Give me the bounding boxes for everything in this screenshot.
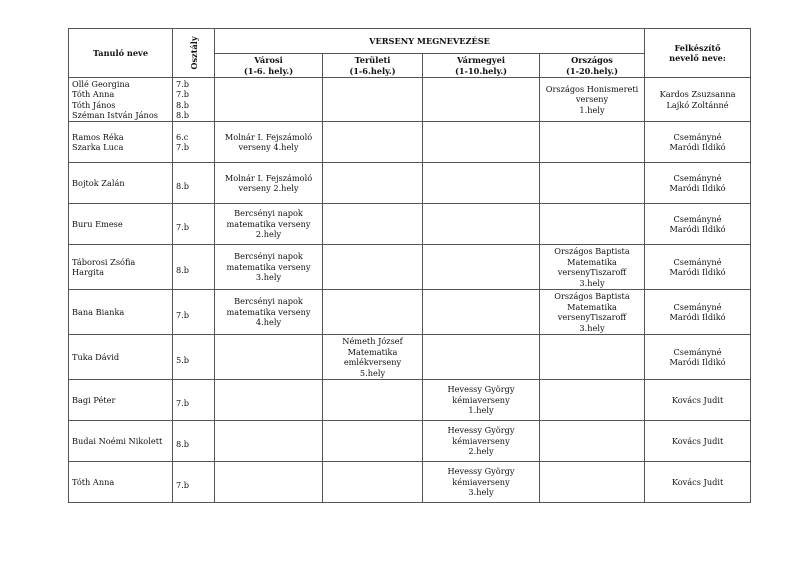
- class-cell: [173, 380, 215, 421]
- student-names-cell: [69, 163, 173, 204]
- teacher-cell: [645, 78, 751, 122]
- student-names-line: Széman István János: [72, 110, 158, 120]
- student-names-cell: [69, 462, 173, 503]
- regional-result-cell: [323, 163, 423, 204]
- teacher-line: Csemányné: [673, 172, 722, 183]
- regional-result-line: Németh József: [342, 336, 403, 346]
- national-result-line: 3.hely: [579, 322, 605, 333]
- teacher-line: Csemányné: [673, 131, 722, 142]
- city-result-line: verseny 2.hely: [238, 183, 299, 193]
- regional-result-cell: [323, 421, 423, 462]
- county-result-line: Hevessy György: [447, 466, 515, 477]
- national-result-cell: [540, 204, 645, 245]
- national-result-line: verseny: [575, 94, 609, 105]
- student-names-cell: [69, 335, 173, 380]
- student-names-line: Budai Noémi Nikolett: [72, 435, 163, 446]
- national-result-cell: [540, 122, 645, 163]
- teacher-line: Csemányné: [673, 213, 722, 224]
- city-result-line: Bercsényi napok: [234, 208, 303, 219]
- student-names-line: Bana Bianka: [72, 306, 125, 317]
- class-cell: [173, 163, 215, 204]
- table-row: [69, 421, 751, 462]
- class-line: 8.b: [176, 99, 190, 110]
- table-row: [69, 204, 751, 245]
- county-result-line: kémiaverseny: [452, 476, 510, 487]
- teacher-line: Maródi Ildikó: [669, 312, 726, 322]
- city-result-line: Molnár I. Fejszámoló: [224, 131, 313, 142]
- national-result-line: Országos Baptista: [554, 291, 630, 301]
- city-result-cell: [215, 163, 323, 204]
- regional-result-line: emlékverseny: [343, 357, 402, 367]
- city-result-line: Bercsényi napok: [234, 296, 303, 307]
- teacher-line: Maródi Ildikó: [669, 183, 726, 193]
- national-result-cell: [540, 380, 645, 421]
- class-line: 7.b: [176, 221, 190, 232]
- header-national: Országos (1-20.hely.): [540, 54, 645, 78]
- teacher-line: Csemányné: [673, 301, 722, 312]
- header-class: Osztály: [173, 29, 215, 78]
- teacher-line: Maródi Ildikó: [669, 267, 726, 277]
- class-line: 8.b: [176, 180, 190, 191]
- city-result-cell: [215, 204, 323, 245]
- regional-result-cell: [323, 204, 423, 245]
- student-names-cell: [69, 380, 173, 421]
- county-result-cell: [423, 245, 540, 290]
- header-city: Városi (1-6. hely.): [215, 54, 323, 78]
- class-cell: [173, 122, 215, 163]
- teacher-line: Kovács Judit: [671, 476, 724, 487]
- regional-result-cell: [323, 245, 423, 290]
- county-result-line: Hevessy György: [447, 384, 515, 395]
- teacher-line: Kardos Zsuzsanna: [659, 89, 736, 99]
- student-names-line: Ollé Georgina: [72, 78, 130, 89]
- county-result-line: 2.hely: [468, 446, 494, 457]
- class-line: 7.b: [176, 142, 190, 152]
- county-result-line: 1.hely: [468, 405, 494, 416]
- student-names-line: Tóth Anna: [72, 89, 115, 99]
- county-result-cell: [423, 204, 540, 245]
- competition-results-table: [68, 28, 751, 503]
- city-result-cell: [215, 462, 323, 503]
- student-names-line: Tóth Anna: [72, 476, 115, 487]
- city-result-line: matematika verseny: [226, 218, 311, 229]
- student-names-cell: [69, 122, 173, 163]
- student-names-line: Ramos Réka: [72, 131, 124, 142]
- regional-result-cell: [323, 380, 423, 421]
- teacher-line: Csemányné: [673, 346, 722, 357]
- class-cell: [173, 462, 215, 503]
- teacher-line: Maródi Ildikó: [669, 142, 726, 152]
- class-line: 6.c: [176, 131, 189, 142]
- city-result-line: 4.hely: [255, 317, 282, 328]
- header-teacher: Felkészítő nevelő neve:: [645, 29, 751, 78]
- national-result-line: Matematika: [567, 301, 617, 312]
- national-result-line: versenyTiszaroff: [557, 267, 627, 277]
- national-result-line: 1.hely: [579, 104, 605, 115]
- table-row: [69, 122, 751, 163]
- header-county: Vármegyei (1-10.hely.): [423, 54, 540, 78]
- city-result-line: 2.hely: [255, 229, 282, 240]
- teacher-cell: [645, 380, 751, 421]
- teacher-cell: [645, 245, 751, 290]
- student-names-cell: [69, 204, 173, 245]
- teacher-line: Csemányné: [673, 256, 722, 267]
- city-result-cell: [215, 421, 323, 462]
- class-line: 7.b: [176, 309, 190, 320]
- teacher-cell: [645, 335, 751, 380]
- regional-result-line: Matematika: [347, 346, 398, 357]
- city-result-cell: [215, 78, 323, 122]
- student-names-line: Táborosi Zsófia Hargita: [72, 256, 136, 277]
- national-result-cell: [540, 163, 645, 204]
- class-line: 8.b: [176, 110, 190, 120]
- national-result-cell: [540, 245, 645, 290]
- table-row: [69, 245, 751, 290]
- teacher-cell: [645, 290, 751, 335]
- city-result-cell: [215, 122, 323, 163]
- class-line: 8.b: [176, 264, 190, 275]
- student-names-line: Tuka Dávid: [72, 351, 120, 362]
- national-result-cell: [540, 335, 645, 380]
- county-result-cell: [423, 335, 540, 380]
- regional-result-cell: [323, 462, 423, 503]
- teacher-line: Maródi Ildikó: [669, 224, 726, 234]
- teacher-line: Kovács Judit: [671, 435, 724, 446]
- regional-result-cell: [323, 335, 423, 380]
- city-result-line: matematika verseny: [226, 306, 311, 317]
- table-row: [69, 335, 751, 380]
- class-line: 7.b: [176, 397, 190, 408]
- national-result-line: 3.hely: [579, 277, 605, 288]
- county-result-line: Hevessy György: [447, 425, 515, 436]
- student-names-line: Bojtok Zalán: [72, 177, 125, 188]
- national-result-line: Matematika: [567, 256, 617, 267]
- class-cell: [173, 245, 215, 290]
- table-row: [69, 78, 751, 122]
- student-names-line: Bagi Péter: [72, 394, 116, 405]
- city-result-line: Molnár I. Fejszámoló: [224, 172, 313, 183]
- class-line: 7.b: [176, 89, 190, 99]
- teacher-line: Maródi Ildikó: [669, 357, 726, 367]
- city-result-cell: [215, 380, 323, 421]
- county-result-cell: [423, 163, 540, 204]
- county-result-cell: [423, 421, 540, 462]
- regional-result-cell: [323, 78, 423, 122]
- teacher-cell: [645, 462, 751, 503]
- teacher-cell: [645, 204, 751, 245]
- national-result-cell: [540, 462, 645, 503]
- table-row: [69, 380, 751, 421]
- city-result-cell: [215, 245, 323, 290]
- table-body: [69, 78, 751, 503]
- class-cell: [173, 290, 215, 335]
- national-result-line: Országos Baptista: [554, 246, 630, 256]
- student-names-cell: [69, 245, 173, 290]
- teacher-line: Lajkó Zoltánné: [666, 99, 729, 110]
- header-competition: VERSENY MEGNEVEZÉSE: [215, 29, 645, 54]
- table-row: [69, 290, 751, 335]
- county-result-cell: [423, 122, 540, 163]
- teacher-cell: [645, 421, 751, 462]
- student-names-cell: [69, 421, 173, 462]
- national-result-cell: [540, 290, 645, 335]
- regional-result-cell: [323, 290, 423, 335]
- class-line: 7.b: [176, 78, 190, 89]
- student-names-line: Szarka Luca: [72, 142, 124, 152]
- county-result-line: 3.hely: [468, 487, 494, 498]
- county-result-line: kémiaverseny: [452, 394, 510, 405]
- header-student-name: Tanuló neve: [69, 29, 173, 78]
- county-result-cell: [423, 78, 540, 122]
- student-names-line: Buru Emese: [72, 218, 123, 229]
- county-result-cell: [423, 462, 540, 503]
- teacher-cell: [645, 122, 751, 163]
- class-cell: [173, 204, 215, 245]
- city-result-line: 3.hely: [255, 272, 282, 283]
- header-regional: Területi (1-6.hely.): [323, 54, 423, 78]
- table-row: [69, 163, 751, 204]
- regional-result-cell: [323, 122, 423, 163]
- class-cell: [173, 78, 215, 122]
- county-result-line: kémiaverseny: [452, 435, 510, 446]
- national-result-cell: [540, 421, 645, 462]
- student-names-cell: [69, 290, 173, 335]
- class-cell: [173, 335, 215, 380]
- county-result-cell: [423, 380, 540, 421]
- city-result-cell: [215, 335, 323, 380]
- national-result-line: Országos Honismereti: [545, 83, 639, 94]
- national-result-line: versenyTiszaroff: [557, 312, 627, 322]
- city-result-line: Bercsényi napok: [234, 251, 303, 262]
- teacher-cell: [645, 163, 751, 204]
- student-names-line: Tóth János: [72, 99, 116, 110]
- city-result-line: matematika verseny: [226, 261, 311, 272]
- class-line: 8.b: [176, 438, 190, 449]
- city-result-line: verseny 4.hely: [238, 142, 299, 152]
- student-names-cell: [69, 78, 173, 122]
- class-cell: [173, 421, 215, 462]
- national-result-cell: [540, 78, 645, 122]
- table-row: [69, 462, 751, 503]
- class-line: 7.b: [176, 479, 190, 490]
- regional-result-line: 5.hely: [359, 367, 386, 378]
- teacher-line: Kovács Judit: [671, 394, 724, 405]
- county-result-cell: [423, 290, 540, 335]
- city-result-cell: [215, 290, 323, 335]
- class-line: 5.b: [176, 354, 190, 365]
